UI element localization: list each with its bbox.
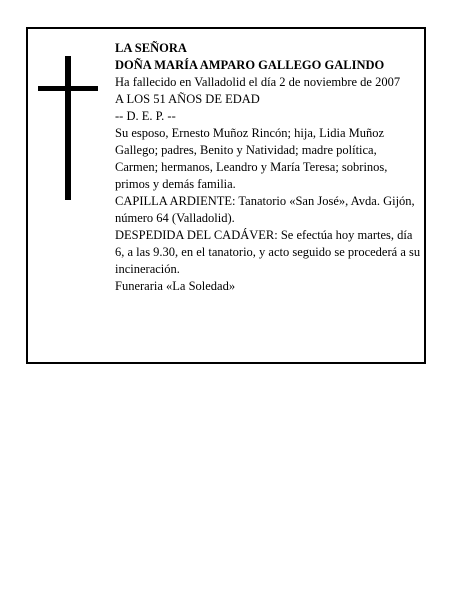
age-line: A LOS 51 AÑOS DE EDAD bbox=[115, 92, 260, 106]
cross-horizontal-bar bbox=[38, 86, 98, 91]
family-line: Su esposo, Ernesto Muñoz Rincón; hija, Lidia Muñoz Gallego; padres, Benito y Natividad; madre política, Carmen; hermanos, Leandro y María Teresa; sobrinos, primos y demás familia. bbox=[115, 126, 388, 191]
cross-vertical-bar bbox=[65, 56, 71, 200]
farewell-line: DESPEDIDA DEL CADÁVER: Se efectúa hoy martes, día 6, a las 9.30, en el tanatorio, y acto seguido se procederá a su incineración. bbox=[115, 228, 421, 276]
cross-icon bbox=[38, 56, 98, 200]
funeral-home-line: Funeraria «La Soledad» bbox=[115, 279, 236, 293]
obituary-notice bbox=[26, 27, 426, 364]
notice-title-name: DOÑA MARÍA AMPARO GALLEGO GALINDO bbox=[115, 58, 385, 72]
rip-line: -- D. E. P. -- bbox=[115, 109, 176, 123]
notice-text bbox=[115, 40, 421, 295]
notice-title-line1: LA SEÑORA bbox=[115, 41, 187, 55]
death-info: Ha fallecido en Valladolid el día 2 de noviembre de 2007 bbox=[115, 75, 401, 89]
chapel-line: CAPILLA ARDIENTE: Tanatorio «San José», Avda. Gijón, número 64 (Valladolid). bbox=[115, 194, 415, 225]
